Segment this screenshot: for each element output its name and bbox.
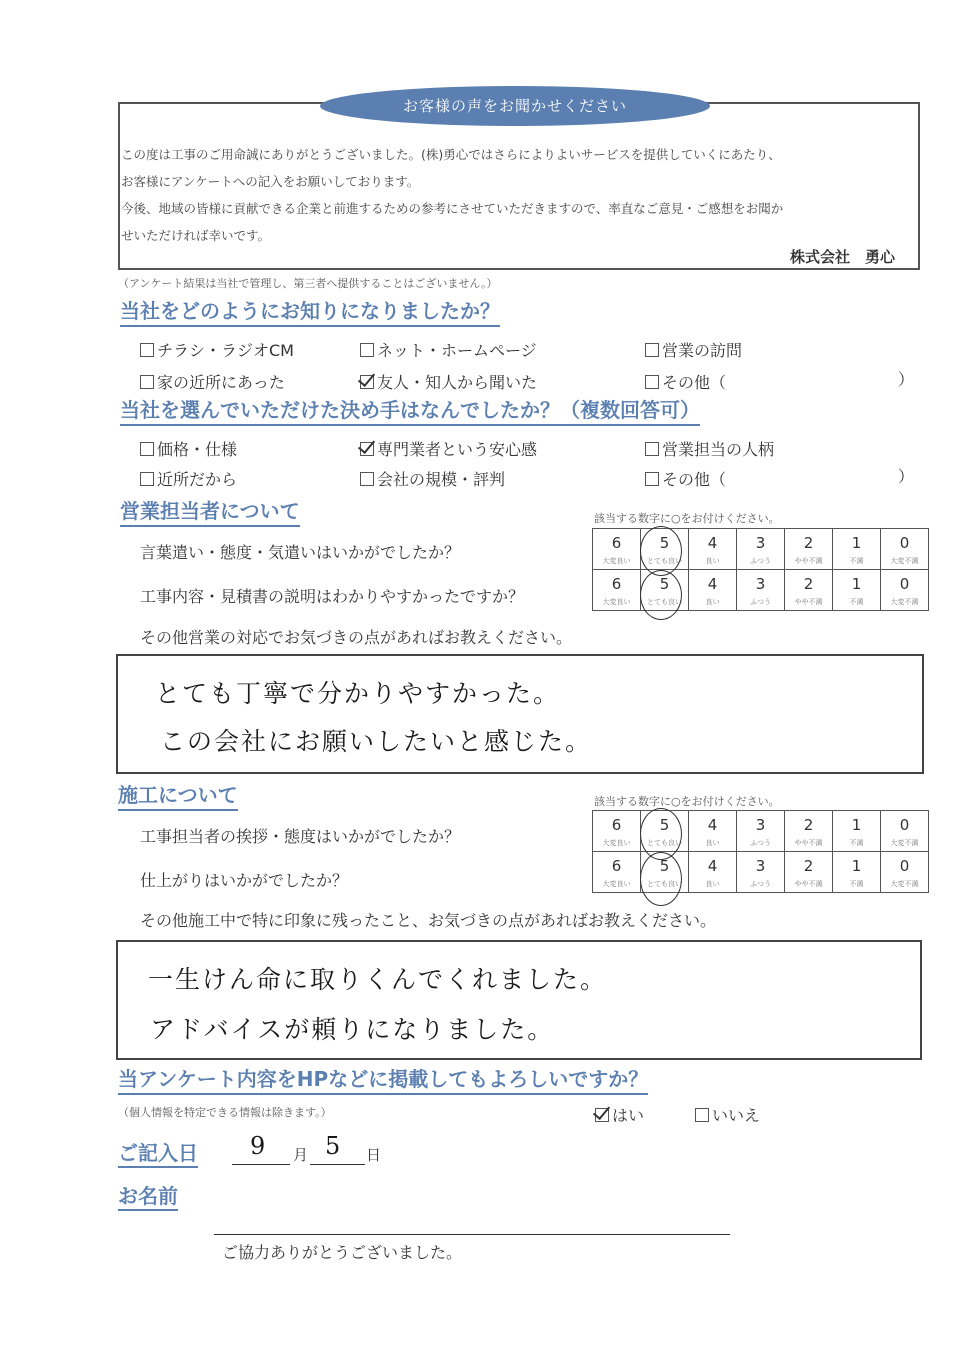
rating-label: とても良い (647, 839, 682, 847)
construction-comment-prompt: その他施工中で特に印象に残ったこと、お気づきの点があればお教えください。 (140, 911, 717, 930)
rating-number: 3 (755, 575, 766, 593)
rating-number: 4 (707, 534, 718, 552)
name-field[interactable] (214, 1234, 730, 1235)
rating-label: やや不満 (794, 557, 823, 565)
rating-label: とても良い (647, 880, 682, 888)
rating-label: 大変良い (602, 880, 631, 888)
rating-label: 大変良い (602, 839, 631, 847)
q2-option-price[interactable] (140, 437, 237, 460)
rating-cell[interactable] (737, 570, 785, 611)
construction-question-1: 工事担当者の挨拶・態度はいかがでしたか？ (140, 827, 461, 846)
sales-comment-line-1: とても丁寧で分かりやすかった。 (155, 679, 561, 708)
rating-number: 0 (899, 857, 910, 875)
q2-option-nearby[interactable] (140, 467, 237, 490)
rating-number: 6 (611, 857, 622, 875)
option-label: 価格・仕様 (157, 440, 238, 459)
option-label: 営業担当の人柄 (662, 440, 775, 459)
checkbox[interactable] (695, 1108, 709, 1122)
q2-option-specialist[interactable] (360, 437, 537, 460)
rating-label: やや不満 (794, 839, 823, 847)
checkbox[interactable] (645, 343, 659, 357)
rating-cell[interactable] (593, 570, 641, 611)
rating-label: ふつう (750, 557, 771, 565)
checkbox[interactable] (645, 442, 659, 456)
rating-number: 4 (707, 575, 718, 593)
rating-label: 良い (705, 839, 720, 847)
rating-label: やや不満 (794, 598, 823, 606)
checkbox[interactable] (360, 343, 374, 357)
rating-cell[interactable] (689, 529, 737, 570)
publish-note: （個人情報を特定できる情報は除きます。） (118, 1106, 332, 1119)
intro-line-4: せいただければ幸いです。 (121, 228, 271, 243)
construction-rating-hint: 該当する数字に○をお付けください。 (594, 795, 780, 808)
rating-number: 6 (611, 575, 622, 593)
construction-comment-line-2: アドバイスが頼りになりました。 (150, 1015, 555, 1044)
checkbox-checked[interactable] (595, 1108, 609, 1122)
header-title: お客様の声をお聞かせください (320, 86, 710, 126)
construction-question-2: 仕上がりはいかがでしたか？ (140, 871, 349, 890)
rating-label: ふつう (750, 598, 771, 606)
rating-label: 大変不満 (890, 557, 919, 565)
q1-option-visit[interactable] (645, 338, 742, 361)
rating-number: 0 (899, 816, 910, 834)
rating-label: 不満 (849, 598, 864, 606)
rating-number: 1 (851, 857, 862, 875)
name-label: お名前 (118, 1183, 178, 1211)
rating-label: 大変良い (602, 557, 631, 565)
rating-cell[interactable] (785, 529, 833, 570)
rating-label: 大変不満 (890, 839, 919, 847)
rating-label: 大変不満 (890, 880, 919, 888)
rating-cell[interactable] (881, 852, 929, 893)
rating-cell[interactable] (737, 811, 785, 852)
checkbox-checked[interactable] (360, 442, 374, 456)
date-label: ご記入日 (118, 1140, 198, 1168)
sales-comment-prompt: その他営業の対応でお気づきの点があればお教えください。 (140, 628, 573, 647)
rating-label: とても良い (647, 598, 682, 606)
rating-label: とても良い (647, 557, 682, 565)
q1-option-web[interactable] (360, 338, 537, 361)
checkbox[interactable] (140, 375, 154, 389)
rating-cell[interactable] (785, 852, 833, 893)
option-label: 会社の規模・評判 (377, 470, 506, 489)
rating-number: 3 (755, 857, 766, 875)
rating-number: 3 (755, 534, 766, 552)
q1-option-flyer[interactable] (140, 338, 294, 361)
q1-close-paren: ） (898, 370, 915, 389)
rating-number: 1 (851, 534, 862, 552)
rating-number: 3 (755, 816, 766, 834)
option-label: ネット・ホームページ (377, 341, 537, 360)
rating-cell[interactable] (737, 852, 785, 893)
rating-number: 2 (803, 534, 814, 552)
rating-cell[interactable] (593, 852, 641, 893)
rating-number: 4 (707, 857, 718, 875)
option-label: 営業の訪問 (662, 341, 743, 360)
option-label: 近所だから (157, 470, 238, 489)
option-label: その他（ (662, 373, 727, 392)
rating-cell[interactable] (881, 811, 929, 852)
checkbox[interactable] (645, 375, 659, 389)
rating-label: 大変不満 (890, 598, 919, 606)
option-label: 家の近所にあった (157, 373, 285, 392)
rating-number: 1 (851, 816, 862, 834)
rating-cell[interactable] (689, 811, 737, 852)
date-day-value: 5 (325, 1132, 341, 1160)
publish-no-option[interactable] (695, 1103, 760, 1126)
rating-label: 良い (705, 557, 720, 565)
rating-number: 5 (659, 816, 670, 834)
company-name: 株式会社 勇心 (790, 248, 896, 266)
checkbox[interactable] (140, 442, 154, 456)
rating-number: 2 (803, 857, 814, 875)
sales-rating-hint: 該当する数字に○をお付けください。 (594, 512, 780, 525)
rating-cell[interactable] (881, 529, 929, 570)
sales-comment-line-2: この会社にお願いしたいと感じた。 (160, 727, 593, 756)
q1-option-friend[interactable] (360, 370, 537, 393)
rating-number: 5 (659, 857, 670, 875)
checkbox[interactable] (140, 472, 154, 486)
rating-number: 0 (899, 575, 910, 593)
q2-option-other[interactable] (645, 467, 726, 490)
rating-number: 1 (851, 575, 862, 593)
q2-close-paren: ） (898, 467, 915, 486)
rating-label: 不満 (849, 880, 864, 888)
selection-circle (640, 852, 682, 906)
publish-yes-option[interactable] (595, 1103, 644, 1126)
rating-number: 5 (659, 534, 670, 552)
q2-option-personality[interactable] (645, 437, 774, 460)
option-label: その他（ (662, 470, 727, 489)
rating-label: ふつう (750, 839, 771, 847)
rating-cell[interactable] (833, 811, 881, 852)
selection-circle (640, 526, 682, 576)
rating-number: 4 (707, 816, 718, 834)
checkbox-checked[interactable] (360, 375, 374, 389)
rating-cell[interactable] (833, 570, 881, 611)
rating-cell[interactable] (833, 852, 881, 893)
construction-title: 施工について (118, 782, 238, 811)
intro-line-3: 今後、地域の皆様に貢献できる企業と前進するための参考にさせていただきますので、率直なご意見・ご感想をお聞か (121, 201, 784, 216)
rating-cell[interactable] (881, 570, 929, 611)
rating-number: 6 (611, 534, 622, 552)
intro-line-2: お客様にアンケートへの記入をお願いしております。 (121, 174, 420, 189)
selection-circle (640, 570, 682, 620)
rating-label: やや不満 (794, 880, 823, 888)
publish-title: 当アンケート内容をHPなどに掲載してもよろしいですか？ (118, 1066, 648, 1095)
option-label: チラシ・ラジオCM (157, 341, 294, 360)
q1-option-nearby[interactable] (140, 370, 285, 393)
sales-question-2: 工事内容・見積書の説明はわかりやすかったですか？ (140, 587, 525, 606)
date-day-unit: 日 (366, 1146, 382, 1164)
thanks-message: ご協力ありがとうございました。 (222, 1243, 463, 1262)
checkbox[interactable] (360, 472, 374, 486)
sales-question-1: 言葉遣い・態度・気遣いはいかがでしたか？ (140, 543, 461, 562)
option-label: 専門業者という安心感 (377, 440, 538, 459)
rating-cell[interactable] (593, 811, 641, 852)
rating-cell[interactable] (689, 852, 737, 893)
date-month-value: 9 (250, 1132, 266, 1160)
checkbox[interactable] (140, 343, 154, 357)
option-label: いいえ (712, 1106, 761, 1125)
rating-label: 良い (705, 880, 720, 888)
rating-label: 不満 (849, 557, 864, 565)
q2-option-reputation[interactable] (360, 467, 505, 490)
sales-title: 営業担当者について (120, 498, 300, 527)
rating-label: 大変良い (602, 598, 631, 606)
rating-cell[interactable] (833, 529, 881, 570)
rating-cell[interactable] (593, 529, 641, 570)
rating-number: 2 (803, 575, 814, 593)
option-label: はい (612, 1106, 645, 1125)
option-label: 友人・知人から聞いた (377, 373, 538, 392)
date-month-unit: 月 (293, 1146, 309, 1164)
rating-number: 6 (611, 816, 622, 834)
rating-cell[interactable] (689, 570, 737, 611)
rating-label: 不満 (849, 839, 864, 847)
rating-label: 良い (705, 598, 720, 606)
rating-number: 0 (899, 534, 910, 552)
q2-title: 当社を選んでいただけた決め手はなんでしたか？（複数回答可） (120, 397, 700, 426)
privacy-note: （アンケート結果は当社で管理し、第三者へ提供することはございません。） (118, 277, 498, 290)
checkbox[interactable] (645, 472, 659, 486)
intro-line-1: この度は工事のご用命誠にありがとうございました。(株)勇心ではさらによりよいサービスを提供していくにあたり、 (121, 147, 781, 162)
q1-option-other[interactable] (645, 370, 726, 393)
rating-number: 5 (659, 575, 670, 593)
rating-number: 2 (803, 816, 814, 834)
rating-cell[interactable] (785, 811, 833, 852)
q1-title: 当社をどのようにお知りになりましたか？ (120, 298, 500, 327)
rating-label: ふつう (750, 880, 771, 888)
construction-comment-line-1: 一生けん命に取りくんでくれました。 (148, 965, 608, 994)
rating-cell[interactable] (737, 529, 785, 570)
rating-cell[interactable] (785, 570, 833, 611)
